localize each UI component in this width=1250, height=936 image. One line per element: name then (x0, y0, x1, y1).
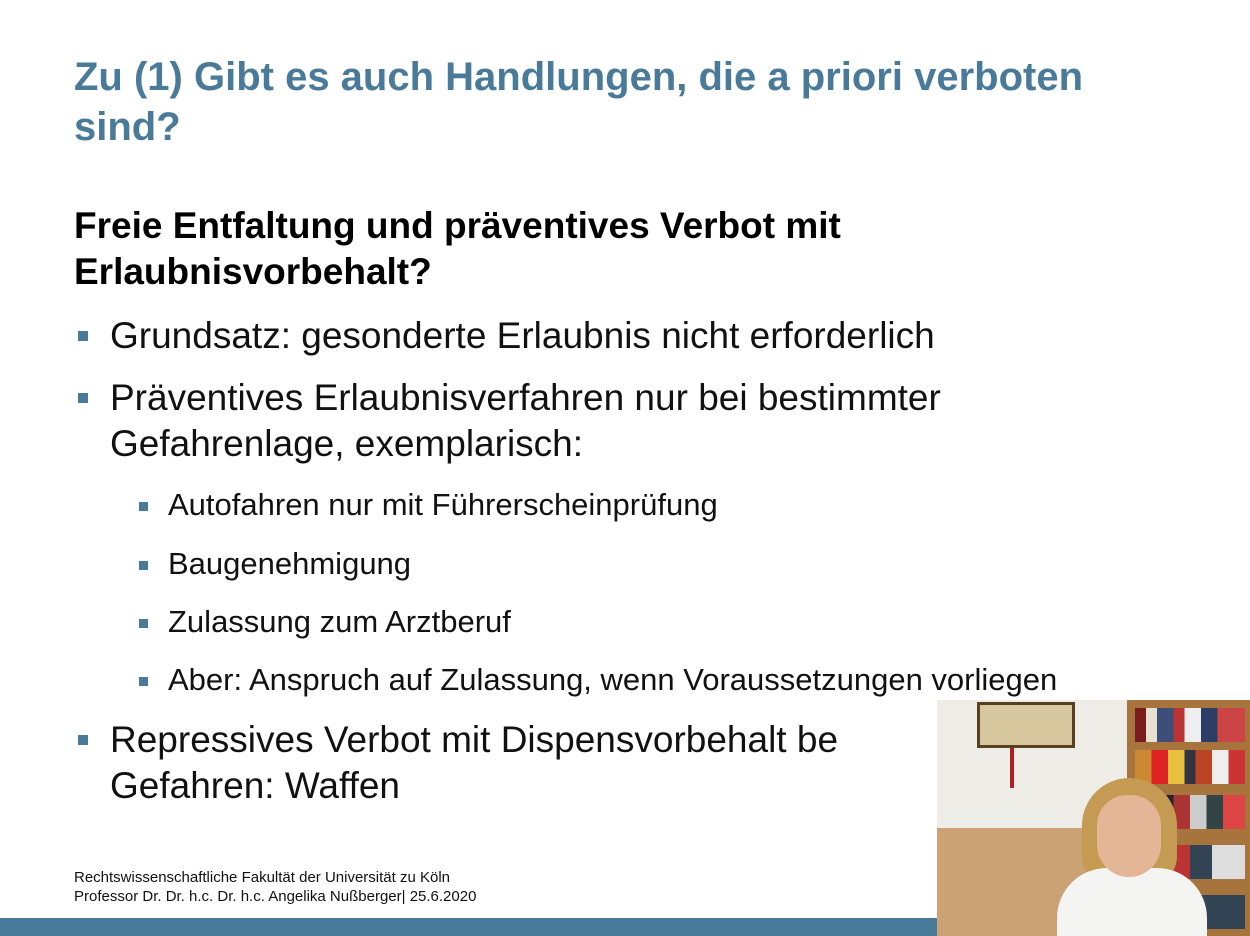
bullet-marker-icon (78, 735, 88, 745)
sub-bullet-item (168, 603, 1208, 641)
bullet-marker-icon (78, 331, 88, 341)
presenter-face (1097, 795, 1161, 877)
bullet-text: Zulassung zum Arztberuf (168, 604, 511, 639)
bullet-text: Baugenehmigung (168, 546, 412, 581)
book-row (1135, 708, 1245, 742)
footer-author-date: Professor Dr. Dr. h.c. Dr. h.c. Angelika Nußberger| 25.6.2020 (74, 888, 477, 905)
presenter-body (1057, 868, 1207, 936)
bullet-text: Grundsatz: gesonderte Erlaubnis nicht erforderlich (110, 315, 935, 356)
bullet-marker-icon (139, 619, 148, 628)
sub-bullet-item (168, 545, 1208, 583)
book-row (1135, 750, 1245, 784)
slide-title: Zu (1) Gibt es auch Handlungen, die a priori verboten sind? (74, 55, 1084, 149)
sub-bullet-item (168, 661, 1208, 699)
bullet-marker-icon (139, 677, 148, 686)
bullet-item (110, 375, 1070, 467)
bullet-text: Aber: Anspruch auf Zulassung, wenn Voraussetzungen vorliegen (168, 662, 1058, 697)
footer-faculty: Rechtswissenschaftliche Fakultät der Universität zu Köln (74, 869, 450, 886)
bullet-text: Autofahren nur mit Führerscheinprüfung (168, 487, 718, 522)
slide-subtitle: Freie Entfaltung und präventives Verbot mit Erlaubnisvorbehalt? (74, 205, 841, 292)
hanging-ornament-icon (1010, 748, 1014, 788)
bullet-text: Präventives Erlaubnisverfahren nur bei bestimmter Gefahrenlage, exemplarisch: (110, 377, 941, 464)
bullet-marker-icon (139, 561, 148, 570)
bullet-text: Repressives Verbot mit Dispensvorbehalt be Gefahren: Waffen (110, 719, 839, 806)
webcam-video-feed (937, 700, 1250, 936)
bullet-marker-icon (78, 393, 88, 403)
slide-footer (74, 868, 476, 906)
wall-picture-icon (977, 702, 1075, 748)
bullet-item (110, 313, 1070, 359)
bullet-item (110, 717, 940, 809)
sub-bullet-item (168, 486, 1208, 524)
bullet-marker-icon (139, 502, 148, 511)
